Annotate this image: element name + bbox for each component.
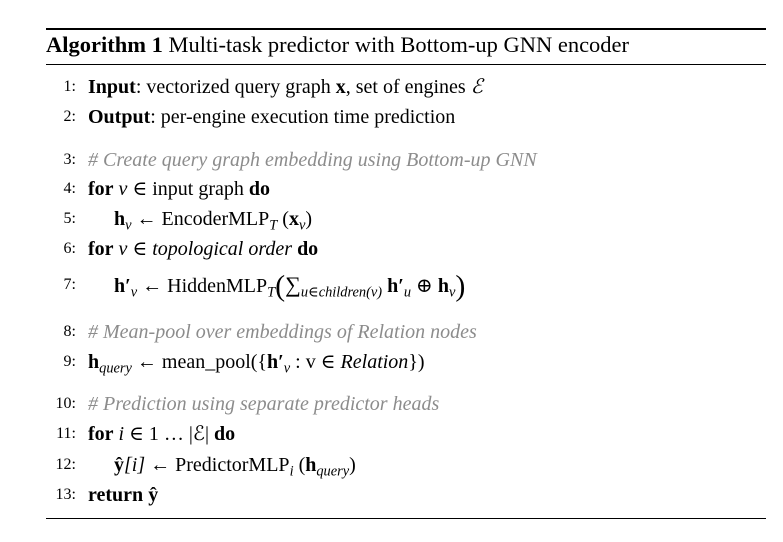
line-number: 9: xyxy=(63,353,76,370)
comment-text: # Mean-pool over embeddings of Relation nodes xyxy=(88,321,477,343)
algorithm-title: Multi-task predictor with Bottom-up GNN encoder xyxy=(168,32,630,57)
algorithm-line xyxy=(0,102,783,132)
line-number: 7: xyxy=(63,276,76,293)
bottom-rule xyxy=(46,518,766,519)
line-number: 2: xyxy=(63,108,76,125)
line-text: for i ∈ 1 … |ℰ| do xyxy=(88,423,236,445)
line-text: $h_v$ ← EncoderMLP$_T$ $(x_v)$ xyxy=(114,208,313,234)
algorithm-line xyxy=(0,72,783,102)
comment-text: # Prediction using separate predictor heads xyxy=(88,393,440,415)
algorithm-line xyxy=(0,347,783,377)
line-number: 3: xyxy=(63,151,76,168)
line-text: for v ∈ topological order do xyxy=(88,238,319,260)
line-text: Input: vectorized query graph x, set of engines ℰ xyxy=(88,76,483,98)
line-text: $h'_v$ ← $HiddenMLP_T(\sum_{u\in children(v)}$ $h'_u$ ⊕ $h_v$) xyxy=(114,269,466,303)
line-number: 13: xyxy=(55,486,76,503)
algorithm-line xyxy=(0,419,783,449)
line-text: ŷ[i] ← PredictorMLP$_i$ $(h_{query})$ xyxy=(114,454,356,480)
line-number: 11: xyxy=(56,425,76,442)
algorithm-line xyxy=(0,174,783,204)
line-text: $h_{query}$ ← $mean\_pool(\{h'_v$ : v ∈ Relation}) xyxy=(88,351,425,377)
top-rule xyxy=(46,28,766,30)
line-number: 10: xyxy=(55,395,76,412)
line-number: 1: xyxy=(63,78,76,95)
algorithm-line xyxy=(0,234,783,264)
line-number: 5: xyxy=(63,210,76,227)
algorithm-line xyxy=(0,204,783,234)
caption-rule xyxy=(46,64,766,65)
algorithm-line xyxy=(0,450,783,480)
line-text: return ŷ xyxy=(88,484,159,506)
comment-text: # Create query graph embedding using Bottom-up GNN xyxy=(88,149,537,171)
line-number: 4: xyxy=(63,180,76,197)
line-text: Output: per-engine execution time prediction xyxy=(88,106,456,128)
line-number: 6: xyxy=(63,240,76,257)
algorithm-line xyxy=(0,480,783,510)
algorithm-caption xyxy=(46,32,629,58)
algorithm-line xyxy=(0,317,783,347)
line-number: 8: xyxy=(63,323,76,340)
algorithm-line xyxy=(0,269,783,303)
algorithm-line xyxy=(0,145,783,175)
line-number: 12: xyxy=(55,456,76,473)
algorithm-label: Algorithm 1 xyxy=(46,32,163,57)
algorithm-line xyxy=(0,389,783,419)
line-text: for v ∈ input graph do xyxy=(88,178,271,200)
